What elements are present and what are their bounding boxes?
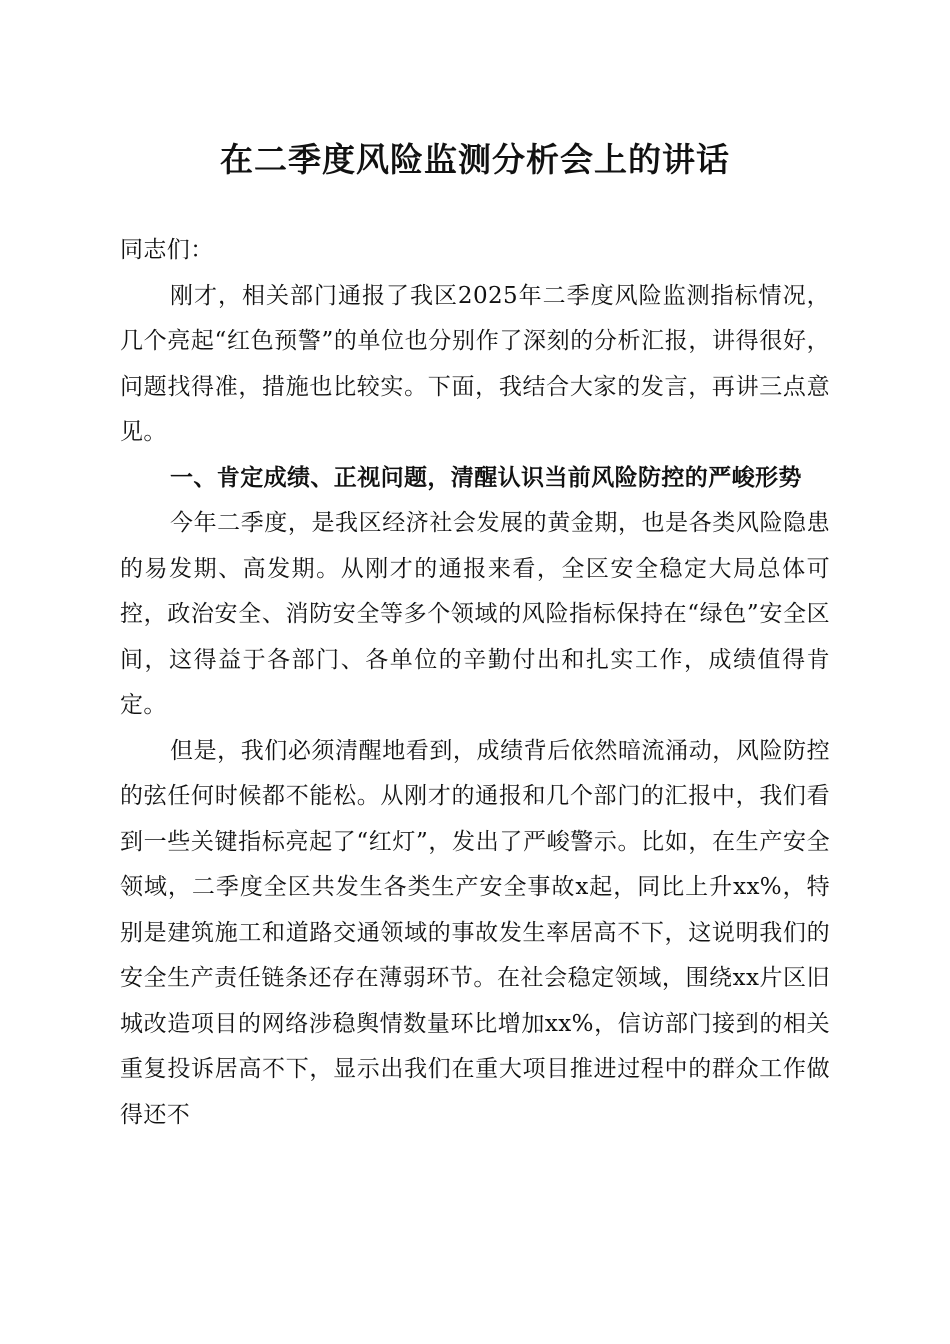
section-paragraph: 今年二季度，是我区经济社会发展的黄金期，也是各类风险隐患的易发期、高发期。从刚才的通报来看，全区安全稳定大局总体可控，政治安全、消防安全等多个领域的风险指标保持在“绿色”安全区间，这得益于各部门、各单位的辛勤付出和扎实工作，成绩值得肯定。	[120, 510, 830, 718]
section-paragraph: 但是，我们必须清醒地看到，成绩背后依然暗流涌动，风险防控的弦任何时候都不能松。从刚才的通报和几个部门的汇报中，我们看到一些关键指标亮起了“红灯”，发出了严峻警示。比如，在生产安全领域，二季度全区共发生各类生产安全事故x起，同比上升xx%，特别是建筑施工和道路交通领域的事故发生率居高不下，这说明我们的安全生产责任链条还存在薄弱环节。在社会稳定领域，围绕xx片区旧城改造项目的网络涉稳舆情数量环比增加xx%，信访部门接到的相关重复投诉居高不下，显示出我们在重大项目推进过程中的群众工作做得还不	[120, 737, 830, 1128]
page-title: 在二季度风险监测分析会上的讲话	[220, 140, 730, 179]
salutation: 同志们：	[120, 237, 214, 263]
intro-paragraph: 刚才，相关部门通报了我区2025年二季度风险监测指标情况，几个亮起“红色预警”的单位也分别作了深刻的分析汇报，讲得很好，问题找得准，措施也比较实。下面，我结合大家的发言，再讲三点意见。	[120, 282, 830, 445]
document-body	[120, 228, 830, 1138]
section-heading: 一、肯定成绩、正视问题，清醒认识当前风险防控的严峻形势	[170, 464, 802, 491]
